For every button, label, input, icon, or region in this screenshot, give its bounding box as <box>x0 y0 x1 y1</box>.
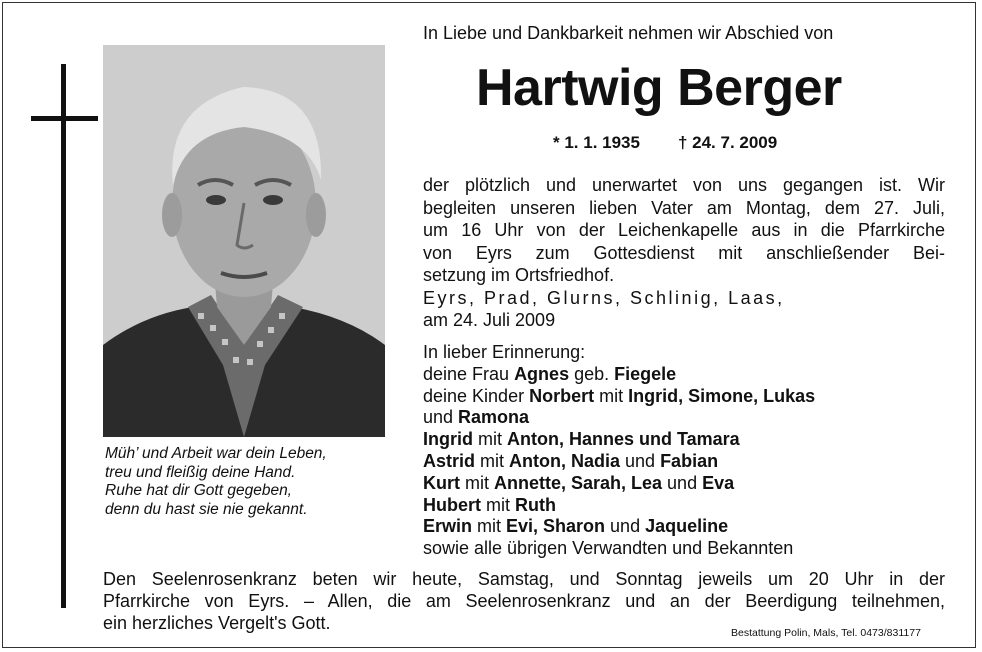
mourner-name: Anton, Hannes und Tamara <box>507 429 740 450</box>
mourner-line <box>423 451 815 473</box>
verse-line: treu und fleißig deine Hand. <box>105 463 296 481</box>
mourners-list <box>423 342 815 560</box>
mourner-name: Eva <box>702 472 735 493</box>
mourner-text: und <box>620 450 661 471</box>
mourner-name: Erwin <box>423 516 473 537</box>
intro-text: In Liebe und Dankbarkeit nehmen wir Abschied von <box>423 23 834 43</box>
portrait-photo <box>103 45 385 437</box>
notice-line: ein herzliches Vergelt's Gott. <box>103 613 331 633</box>
mourner-line <box>423 364 815 386</box>
mourner-text: deine Frau <box>423 363 515 384</box>
mourner-line <box>423 495 815 517</box>
mourner-name: Fiegele <box>614 363 677 384</box>
deceased-name: Hartwig Berger <box>476 59 842 117</box>
mourner-name: Astrid <box>423 450 476 471</box>
mourner-text: sowie alle übrigen Verwandten und Bekannten <box>423 538 794 559</box>
announcement-line: begleiten unseren lieben Vater am Montag, dem 27. Juli, <box>423 197 945 218</box>
date: am 24. Juli 2009 <box>423 310 556 330</box>
announcement-line: der plötzlich und unerwartet von uns gegangen ist. Wir <box>423 175 945 195</box>
verse-line: Ruhe hat dir Gott gegeben, <box>105 482 292 500</box>
life-dates <box>553 133 777 153</box>
death-date: † 24. 7. 2009 <box>677 133 778 152</box>
mourner-text: mit <box>473 429 507 450</box>
mourner-name: Annette, Sarah, Lea <box>494 472 663 493</box>
mourner-text: mit <box>594 385 629 406</box>
verse-line: Müh’ und Arbeit war dein Leben, <box>105 445 327 462</box>
funeral-home-credit: Bestattung Polin, Mals, Tel. 0473/831177 <box>731 627 921 639</box>
mourner-text: mit <box>475 450 510 471</box>
mourner-name: Ingrid, Simone, Lukas <box>628 385 816 406</box>
announcement-line: setzung im Ortsfriedhof. <box>423 265 615 285</box>
cross-icon <box>61 64 66 608</box>
mourner-name: Evi, Sharon <box>506 516 606 537</box>
birth-date: * 1. 1. 1935 <box>553 133 640 152</box>
notice-line: Den Seelenrosenkranz beten wir heute, Samstag, und Sonntag jeweils um 20 Uhr in der <box>103 569 945 589</box>
mourner-text: mit <box>460 472 494 493</box>
places: Eyrs, Prad, Glurns, Schlinig, Laas, <box>423 288 785 308</box>
mourner-line <box>423 407 815 429</box>
mourner-text: und <box>423 407 459 428</box>
mourner-name: Ramona <box>458 407 530 428</box>
mourner-name: Agnes <box>514 363 570 384</box>
mourner-text: deine Kinder <box>423 385 530 406</box>
rosary-notice <box>103 568 945 634</box>
mourner-line <box>423 386 815 408</box>
mourner-text: mit <box>472 516 507 537</box>
mourner-line <box>423 538 815 560</box>
mourner-text: und <box>605 516 646 537</box>
mourner-name: Anton, Nadia <box>509 450 621 471</box>
mourner-name: Ruth <box>515 494 556 515</box>
mourner-line <box>423 473 815 495</box>
memorial-verse <box>105 445 395 519</box>
mourner-line <box>423 429 815 451</box>
cross-icon-bar <box>31 116 98 121</box>
mourner-text: und <box>662 472 703 493</box>
mourner-name: Norbert <box>529 385 595 406</box>
verse-line: denn du hast sie nie gekannt. <box>105 500 308 518</box>
mourner-name: Fabian <box>660 450 719 471</box>
announcement-text <box>423 174 945 287</box>
mourner-name: Hubert <box>423 494 481 515</box>
place-and-date <box>423 287 785 331</box>
mourner-text: geb. <box>569 363 615 384</box>
memory-heading: In lieber Erinnerung: <box>423 342 586 362</box>
mourner-name: Jaqueline <box>645 516 729 537</box>
mourner-name: Kurt <box>423 472 460 493</box>
announcement-line: von Eyrs zum Gottesdienst mit anschließender Bei- <box>423 242 945 263</box>
mourner-name: Ingrid <box>423 429 473 450</box>
mourner-line <box>423 516 815 538</box>
announcement-line: um 16 Uhr von der Leichenkapelle aus in die Pfarrkirche <box>423 220 945 240</box>
mourner-text: mit <box>481 494 515 515</box>
notice-line: Pfarrkirche von Eyrs. – Allen, die am Seelenrosenkranz und an der Beerdigung teilnehmen, <box>103 591 945 611</box>
